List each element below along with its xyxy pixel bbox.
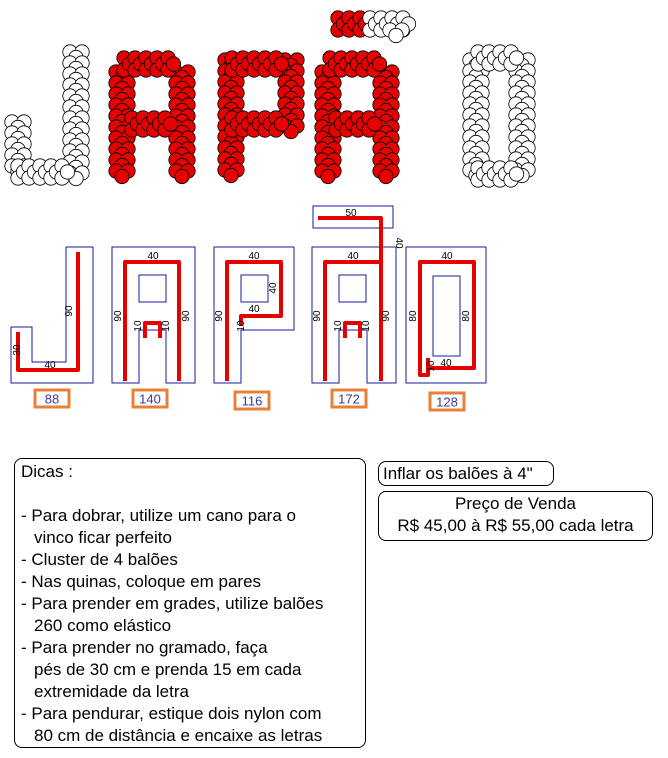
red-balloon [321, 169, 335, 183]
inflate-note: Inflar os balões à 4" [378, 461, 554, 486]
dimension-label: 40 [440, 358, 452, 369]
dimension-label: 90 [214, 310, 225, 322]
dimension-label: 10 [333, 320, 344, 332]
dimension-label: 40 [393, 237, 404, 249]
dimension-label: 90 [64, 305, 75, 317]
tips-title: Dicas : [21, 462, 73, 481]
tip-line: - Para dobrar, utilize um cano para o [21, 506, 296, 525]
tip-line: - Para prender no gramado, faça [21, 638, 268, 657]
white-balloon [509, 167, 523, 181]
dimension-label: 40 [44, 360, 56, 371]
price-value: R$ 45,00 à R$ 55,00 cada letra [397, 516, 634, 535]
dimension-label: 90 [181, 310, 192, 322]
tip-line: pés de 30 cm e prenda 15 em cada [34, 660, 302, 679]
total-length-value: 88 [44, 391, 60, 407]
total-length-value: 172 [338, 391, 360, 407]
dimension-label: 80 [461, 310, 472, 322]
tip-line: 80 cm de distância e encaixe as letras [34, 726, 323, 745]
tip-line: - Nas quinas, coloque em pares [21, 572, 262, 591]
total-length-value: 128 [436, 394, 458, 410]
red-balloon [367, 117, 381, 131]
price-panel [378, 491, 653, 541]
dimension-label: 10 [133, 320, 144, 332]
letter-o-counter [433, 276, 460, 356]
tip-line: vinco ficar perfeito [34, 528, 172, 547]
dimension-label: 40 [248, 304, 260, 315]
red-balloon [224, 168, 238, 182]
total-length-value: 140 [139, 391, 161, 407]
dimension-label: 10 [236, 320, 247, 332]
letter-p-counter [241, 275, 268, 302]
dimension-label: 90 [113, 310, 124, 322]
red-balloon [163, 117, 177, 131]
dimension-label: 40 [441, 251, 453, 262]
white-balloon [389, 28, 403, 42]
white-balloon [60, 165, 74, 179]
white-balloon [509, 51, 523, 65]
dimension-label: 40 [147, 251, 159, 262]
tip-line: extremidade da letra [34, 682, 189, 701]
red-balloon [379, 169, 393, 183]
tip-line: - Para pendurar, estique dois nylon com [21, 704, 322, 723]
dimension-label: 80 [408, 310, 419, 322]
letter-frames [11, 206, 486, 410]
red-balloon [372, 57, 386, 71]
dimension-label: 40 [347, 251, 359, 262]
dimension-label: 10 [426, 360, 437, 372]
letter-a-counter [139, 275, 166, 302]
price-label: Preço de Venda [455, 494, 576, 513]
tip-line: 260 como elástico [34, 616, 172, 635]
dimension-label: 10 [161, 320, 172, 332]
red-balloon [274, 57, 288, 71]
dimension-label: 10 [361, 320, 372, 332]
dimension-label: 40 [268, 282, 279, 294]
red-balloon [115, 169, 129, 183]
dimension-label: 90 [381, 310, 392, 322]
red-balloon [166, 57, 180, 71]
red-balloon [175, 169, 189, 183]
dimension-label: 30 [12, 344, 23, 356]
tips-panel [14, 458, 366, 748]
balloon-letters-illustration [5, 11, 535, 187]
letter-atilde-counter [339, 275, 366, 302]
tip-line: - Cluster de 4 balões [21, 550, 178, 569]
red-balloon [274, 117, 288, 131]
dimension-label: 90 [312, 310, 323, 322]
tip-line: - Para prender em grades, utilize balões [21, 594, 324, 613]
total-length-value: 116 [241, 393, 263, 409]
dimension-label: 50 [345, 208, 357, 219]
dimension-label: 40 [248, 251, 260, 262]
